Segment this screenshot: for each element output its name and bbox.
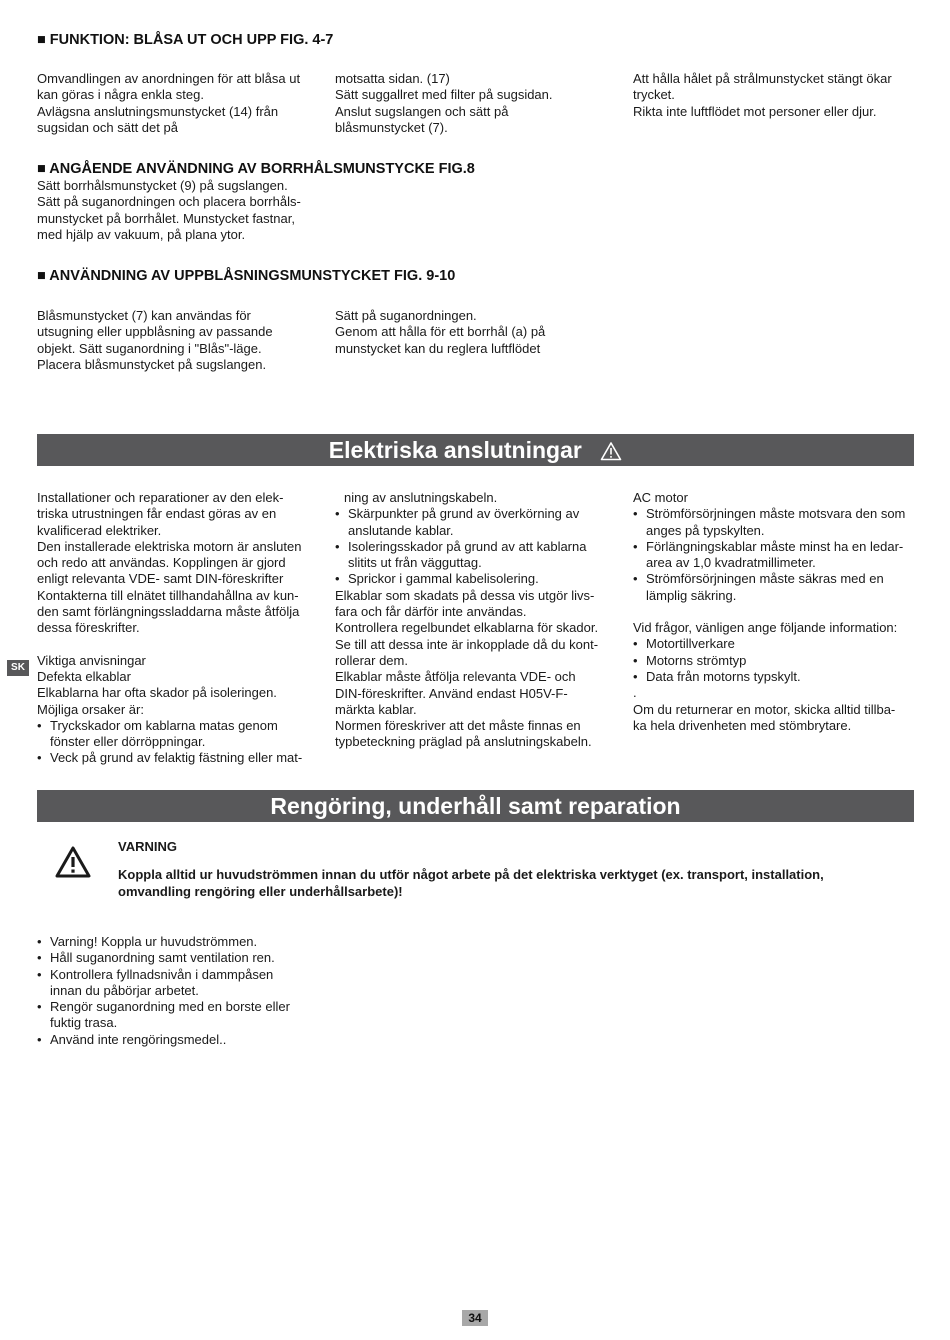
list-item: • Kontrollera fyllnadsnivån i dammpåsen innan du påbörjar arbetet. [37, 967, 337, 1000]
list-item: • Tryckskador om kablarna matas genom fönster eller dörröppningar. [37, 718, 327, 751]
list-item: • Sprickor i gammal kabelisolering. [335, 571, 625, 587]
continued-line: ning av anslutningskabeln. [344, 490, 498, 505]
ac-motor-heading: AC motor [633, 490, 688, 505]
list-item: • Motorns strömtyp [633, 653, 923, 669]
list-item: • Strömförsörjningen måste motsvara den som anges på typskylten. [633, 506, 923, 539]
list-item: • Veck på grund av felaktig fästning eller mat- [37, 750, 327, 766]
funktion-col1: Omvandlingen av anordningen för att blåsa ut kan göras i några enkla steg. Avlägsna anslutningsmunstycket (14) från sugsidan och sätt det på [37, 71, 301, 135]
square-bullet-icon: ■ [37, 268, 50, 284]
electrical-col2 [335, 490, 625, 751]
list-item: • Använd inte rengöringsmedel.. [37, 1032, 337, 1048]
warning-triangle-icon [600, 441, 622, 461]
section-heading-uppblasning: ■ ANVÄNDNING AV UPPBLÅSNINGSMUNSTYCKET FIG. 9-10 [37, 268, 456, 284]
info-list [633, 636, 923, 685]
list-item: • Rengör suganordning med en borste eller fuktig trasa. [37, 999, 337, 1032]
cause-list-continued [335, 506, 625, 587]
electrical-intro: Installationer och reparationer av den elek- triska utrustningen får endast göras av en kvalificerad elektriker. Den installerade elektriska motorn är ansluten och redo att användas. Kopplingen är gjord enligt relevanta VDE- samt DIN-föreskrifter Kontakterna till elnätet tillhandahållna av kun- den samt förlängningssladdarna måste åtfölja dessa föreskrifter. [37, 490, 302, 636]
section-bar-maintenance: Rengöring, underhåll samt reparation [37, 790, 914, 822]
list-item: • Motortillverkare [633, 636, 923, 652]
maintenance-list [37, 934, 337, 1048]
language-tab: SK [7, 660, 29, 676]
list-item: • Håll suganordning samt ventilation ren. [37, 950, 337, 966]
return-note: . Om du returnerar en motor, skicka alltid tillba- ka hela drivenheten med stömbrytare. [633, 685, 896, 733]
electrical-instructions: Viktiga anvisningar Defekta elkablar Elkablarna har ofta skador på isoleringen. Möjliga orsaker är: [37, 652, 277, 717]
list-item: • Strömförsörjningen måste säkras med en lämplig säkring. [633, 571, 923, 604]
square-bullet-icon: ■ [37, 32, 50, 48]
uppblasning-col1: Blåsmunstycket (7) kan användas för utsugning eller uppblåsning av passande objekt. Sätt suganordning i "Blås"-läge. Placera blåsmunstycket på sugslangen. [37, 308, 273, 372]
list-item: • Varning! Koppla ur huvudströmmen. [37, 934, 337, 950]
funktion-col3: Att hålla hålet på strålmunstycket stängt ökar trycket. Rikta inte luftflödet mot personer eller djur. [633, 71, 892, 119]
list-item: • Isoleringsskador på grund av att kablarna slitits ut från vägguttag. [335, 539, 625, 572]
warning-title: VARNING [118, 839, 177, 854]
warning-triangle-icon [54, 845, 92, 879]
section-bar-electrical: Elektriska anslutningar [37, 434, 914, 466]
section-heading-borrhal: ■ ANGÅENDE ANVÄNDNING AV BORRHÅLSMUNSTYCKE FIG.8 [37, 161, 475, 177]
list-item: • Skärpunkter på grund av överkörning av anslutande kablar. [335, 506, 625, 539]
funktion-col2: motsatta sidan. (17) Sätt suggallret med filter på sugsidan. Anslut sugslangen och sätt på blåsmunstycket (7). [335, 71, 553, 135]
warning-text: Koppla alltid ur huvudströmmen innan du utför något arbete på det elektriska verktyget (ex. transport, installation, omvandling rengöring eller underhållsarbete)! [118, 867, 824, 899]
ac-motor-list [633, 506, 923, 604]
uppblasning-col2: Sätt på suganordningen. Genom att hålla för ett borrhål (a) på munstycket kan du reglera luftflödet [335, 308, 546, 356]
info-intro: Vid frågor, vänligen ange följande information: [633, 620, 898, 636]
electrical-col1 [37, 490, 327, 767]
section-heading-funktion: ■ FUNKTION: BLÅSA UT OCH UPP FIG. 4-7 [37, 32, 334, 48]
electrical-col3 [633, 490, 923, 734]
cause-list [37, 718, 327, 767]
square-bullet-icon: ■ [37, 161, 50, 177]
list-item: • Förlängningskablar måste minst ha en ledar- area av 1,0 kvadratmillimeter. [633, 539, 923, 572]
electrical-rules: Elkablar som skadats på dessa vis utgör livs- fara och får därför inte användas. Kontrollera regelbundet elkablarna för skador. Se till att dessa inte är inkopplade då du kont- rollerar dem. Elkablar måste åtfölja relevanta VDE- och DIN-föreskrifter. Använd endast H05V-F- märkta kablar. Normen föreskriver att det måste finnas en typbeteckning präglad på anslutningskabeln. [335, 587, 599, 750]
page-number: 34 [462, 1310, 488, 1326]
borrhal-text: Sätt borrhålsmunstycket (9) på sugslangen. Sätt på suganordningen och placera borrhåls- munstycket på borrhålet. Munstycket fastnar, med hjälp av vakuum, på plana ytor. [37, 178, 301, 242]
list-item: • Data från motorns typskylt. [633, 669, 923, 685]
